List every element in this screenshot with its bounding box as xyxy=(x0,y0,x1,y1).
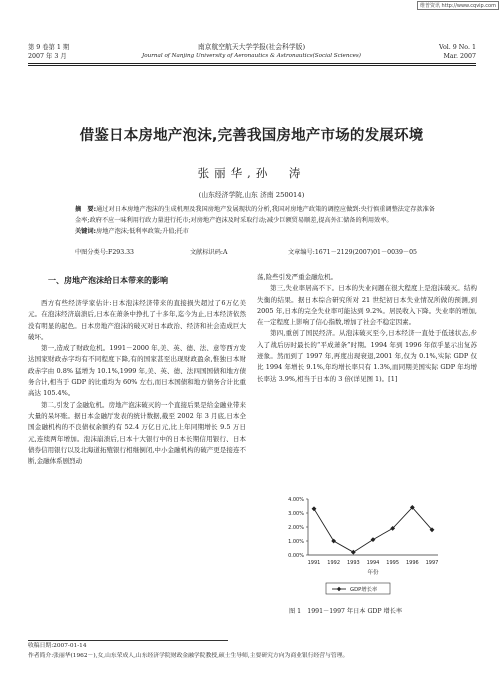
right-column xyxy=(257,272,477,385)
data-point xyxy=(351,550,356,555)
y-tick-label: 4.00% xyxy=(288,497,304,503)
clc-number: 中图分类号:F293.33 xyxy=(75,249,134,256)
issue-info-en xyxy=(439,43,476,61)
section-heading-1: 一、房地产泡沫给日本带来的影响 xyxy=(48,276,168,285)
paragraph: 第三,失业率居高不下。日本的失业问题在很大程度上是泡沫破灭。结构失衡的结果。据日本综合研究所对 21 世纪初日本失业情况所做的预测,到 2005 年,日本的完全失业率可能达到 9.2%。居民收入下降。失业率的增加,在一定程度上影响了信心指数,增加了社会不稳定因素。 xyxy=(257,284,477,327)
keywords: 房地产泡沫;低利率政策;升值;托市 xyxy=(96,227,189,235)
journal-name-cn: 南京航空航天大学学报(社会科学版) xyxy=(197,43,306,51)
footnote xyxy=(28,642,478,661)
legend-marker xyxy=(337,587,341,591)
x-tick-label: 1997 xyxy=(425,560,439,566)
journal-name xyxy=(100,43,403,61)
data-point xyxy=(371,537,376,542)
issue-info xyxy=(28,43,69,61)
y-tick-label: 2.00% xyxy=(288,525,304,531)
author-bio: 作者简介:张丽华(1962－),女,山东荣成人,山东经济学院财政金融学院教授,硕士生导师,主要研究方向为商业银行经营与管理。 xyxy=(28,652,349,659)
figure-caption: 图 1 1991－1997 年日本 GDP 增长率 xyxy=(289,608,403,615)
x-tick-label: 1995 xyxy=(386,560,400,566)
y-tick-label: 1.00% xyxy=(288,539,304,545)
series-line xyxy=(314,507,432,552)
article-number: 文章编号:1671－2129(2007)01－0039－05 xyxy=(288,249,417,256)
gdp-growth-chart xyxy=(270,493,445,598)
document-code: 文献标识码:A xyxy=(190,249,228,256)
article-title: 借鉴日本房地产泡沫,完善我国房地产市场的发展环境 xyxy=(79,128,424,144)
volume-issue: 第 9 卷第 1 期 xyxy=(28,44,70,51)
left-column xyxy=(28,298,246,467)
x-tick-label: 1996 xyxy=(405,560,419,566)
paragraph: 第一,造成了财政危机。1991－2000 年,美、英、德、法、意等西方发达国家财政赤字均有不同程度下降,有的国家甚至出现财政盈余,惟独日本财政赤字由 0.8% 猛增为 10.1%,1999 年,美、英、德、法四国国债和地方债务合计,相当于 GDP 的比重均为 60% 左右,而日本国债和地方债务合计比重高达 105.4%。 xyxy=(28,344,246,398)
x-tick-label: 1992 xyxy=(327,560,341,566)
issue-date: 2007 年 3 月 xyxy=(28,53,67,60)
x-tick-label: 1991 xyxy=(307,560,321,566)
y-tick-label: 0.00% xyxy=(288,553,304,559)
affiliation: (山东经济学院,山东 济南 250014) xyxy=(198,191,305,199)
header-rule-2 xyxy=(28,65,476,66)
abstract-text: 通过对日本房地产泡沫的生成机理及我国房地产发展现状的分析,我国对房地产政策的调控应做到:央行慎重调整法定存款准备金率;政府不应一味利用行政力量进行托市;对房地产泡沫及时采取行动;减少巨额贸易顺差,提高外汇储备的利用效率。 xyxy=(75,206,435,224)
received-date: 收稿日期:2007-01-14 xyxy=(28,643,87,649)
x-tick-label: 1993 xyxy=(346,560,360,566)
paragraph: 西方有些经济学家估计:日本泡沫经济带来的直接损失超过了6万亿美元。在泡沫经济崩溃后,日本在萧条中挣扎了十多年,迄今为止,日本经济依然没有明显的起色。日本房地产泡沫的破灭对日本政治、经济和社会造成巨大破坏。 xyxy=(28,299,246,341)
paragraph: 第二,引发了金融危机。房地产泡沫破灭的一个直接后果是给金融业带来大量的呆坏账。据日本金融厅发表的统计数据,截至 2002 年 3 月底,日本全国金融机构的不良债权余额约有 52.4 万亿日元,比上年同期增长 9.5 万日元,连续两年增加。泡沫崩溃后,日本十大银行中的日本长期信用银行、日本债券信用银行以及北海道拓殖银行相继倒闭,中小金融机构的破产更是接连不断,金融体系剧烈动 xyxy=(28,400,246,466)
volume-issue-en: Vol. 9 No. 1 xyxy=(439,44,476,51)
abstract-label: 摘 要: xyxy=(75,206,97,213)
paragraph: 第四,重创了国民经济。从泡沫破灭至今,日本经济一直处于低迷状态,步入了战后历时最长的“平成萧条”时期。1994 年到 1996 年似乎显示出复苏迹象。然而到了 1997 年,再度出现衰退,2001 年,仅为 0.1%,实际 GDP 仅比 1994 年增长 9.1%,年均增长率只有 1.3%,而同期美国实际 GDP 年均增长率达 3.9%,相当于日本的 3 倍(详见图 1)。[1] xyxy=(257,329,477,383)
data-point xyxy=(331,539,336,544)
x-tick-label: 1994 xyxy=(366,560,380,566)
source-stamp: 维普资讯 http://www.cqvip.com xyxy=(417,1,499,10)
journal-name-en: Journal of Nanjing University of Aeronautics & Astronautics(Social Sciences) xyxy=(142,53,361,59)
footnote-rule xyxy=(28,640,228,641)
data-point xyxy=(312,506,317,511)
x-axis-label: 年份 xyxy=(367,570,379,576)
abstract xyxy=(75,205,435,237)
y-tick-label: 3.00% xyxy=(288,511,304,517)
issue-date-en: Mar. 2007 xyxy=(443,53,476,60)
keywords-label: 关键词: xyxy=(75,227,97,235)
header-rule xyxy=(28,63,476,64)
paragraph: 荡,险些引发严重金融危机。 xyxy=(257,273,338,281)
authors: 张丽华,孙 涛 xyxy=(197,166,306,180)
legend-label: GDP增长率 xyxy=(350,587,378,593)
